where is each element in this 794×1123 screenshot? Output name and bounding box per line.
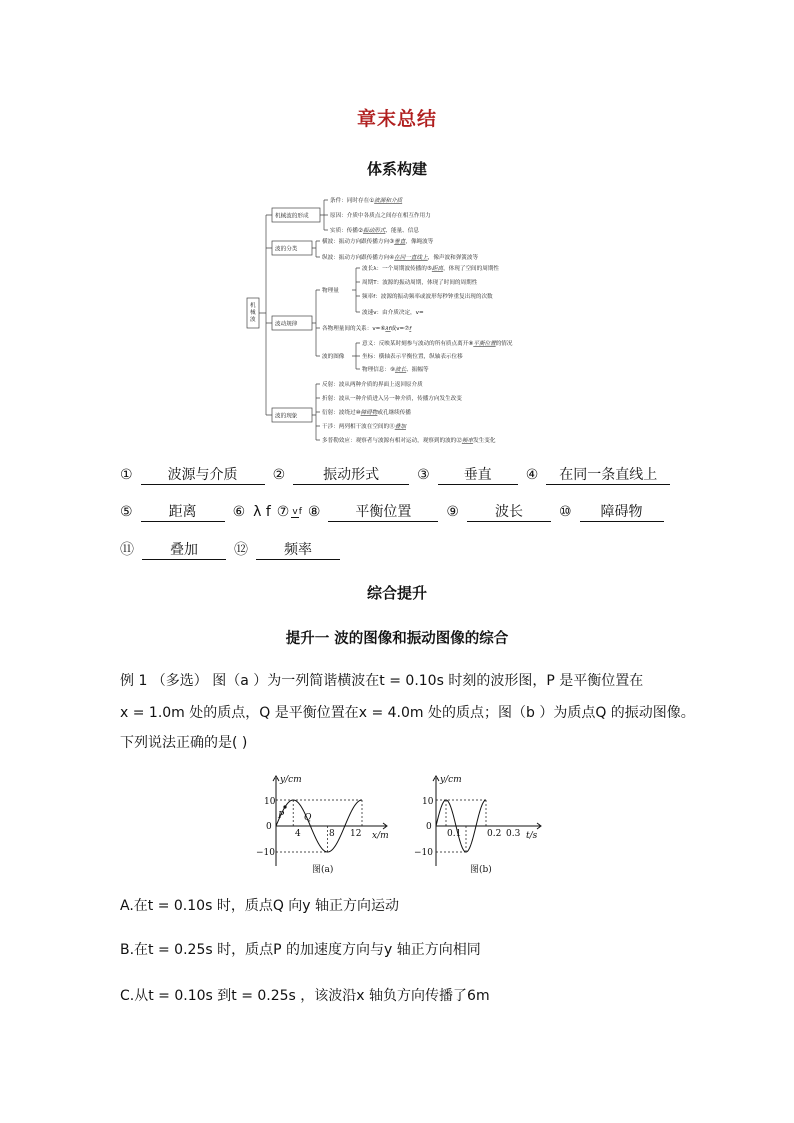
t-axis-label: t/s <box>526 831 538 841</box>
y-axis-label: y/cm <box>280 775 302 785</box>
answer-blank: 波长 <box>467 503 551 522</box>
example-line: x = 1.0m 处的质点，Q 是平衡位置在x = 4.0m 处的质点；图（b ）为质点Q 的振动图像。 <box>120 705 695 721</box>
answer-blank: 障碍物 <box>580 503 664 522</box>
t-tick-label: 0.1 <box>447 829 462 839</box>
subsection-heading: 提升一 波的图像和振动图像的综合 <box>285 631 509 647</box>
answer-number: ⑩ <box>558 504 572 520</box>
y-tick-label: 10 <box>422 797 434 807</box>
answer-number: ⑫ <box>234 542 248 558</box>
option-c: C.从t = 0.10s 到t = 0.25s ，该波沿x 轴负方向传播了6m <box>120 988 490 1004</box>
x-axis-label: x/m <box>372 831 389 841</box>
answer-value: λ f <box>253 504 271 520</box>
graph-caption: 图(b) <box>470 865 492 874</box>
answer-number: ① <box>120 467 133 483</box>
x-tick-label: 12 <box>350 829 362 839</box>
y-tick-label: 10 <box>264 797 276 807</box>
example-line: 下列说法正确的是( ) <box>120 735 248 751</box>
mm-item: 条件：同时存在①波源和介质 <box>330 198 403 204</box>
answer-number: ⑦ <box>276 504 290 520</box>
vibration-graph-b <box>414 770 546 874</box>
svg-text:械: 械 <box>250 310 256 316</box>
y-axis-label: y/cm <box>440 775 462 785</box>
mm-item: 干涉：两列相干波在空间的⑪叠加 <box>322 424 406 430</box>
y-tick-label: −10 <box>414 848 433 858</box>
answer-number: ④ <box>525 467 539 483</box>
mm-relation: 各物理量间的关系：v=⑥λf或v=⑦f <box>322 326 412 332</box>
y-tick-label: 0 <box>266 822 272 832</box>
page-title: 章末总结 <box>356 108 437 130</box>
answer-row-2 <box>120 503 664 522</box>
answer-blank: 距离 <box>141 503 225 522</box>
mm-item: 物理信息：⑨波长、振幅等 <box>362 367 429 373</box>
mm-item: 波长λ：一个周期波传播的⑤距离，体现了空间的周期性 <box>362 266 500 272</box>
example-line: 例 1 （多选） 图（a ）为一列简谐横波在t = 0.10s 时刻的波形图，P 是平衡位置在 <box>120 673 644 689</box>
answer-blank: 叠加 <box>142 541 226 560</box>
branch-label-1: 波的分类 <box>275 246 298 253</box>
answer-blank: 频率 <box>256 541 340 560</box>
mm-item: 频率f：波源的振动频率或波形每秒钟重复出现的次数 <box>362 294 493 300</box>
answer-blank: 垂直 <box>438 466 518 485</box>
answer-number: ⑨ <box>446 504 459 520</box>
point-q-label: Q <box>304 813 312 823</box>
mm-sub-label: 物理量 <box>322 288 339 294</box>
y-tick-label: 0 <box>426 822 432 832</box>
answer-blank: 平衡位置 <box>328 503 438 522</box>
option-b: B.在t = 0.25s 时，质点P 的加速度方向与y 轴正方向相同 <box>120 942 481 958</box>
option-a: A.在t = 0.10s 时，质点Q 向y 轴正方向运动 <box>120 898 400 914</box>
point-p <box>283 805 286 808</box>
branch-label-3: 波的现象 <box>275 413 298 420</box>
answer-fraction: vf <box>292 506 302 517</box>
concept-map <box>244 186 544 448</box>
answer-number: ⑪ <box>120 542 134 558</box>
x-tick-label: 4 <box>295 829 301 839</box>
y-tick-label: −10 <box>256 848 275 858</box>
answer-blank: 波源与介质 <box>141 466 265 485</box>
answer-blank: 振动形式 <box>293 466 409 485</box>
mm-sub-label: 波的图像 <box>322 354 345 360</box>
branch-label-0: 机械波的形成 <box>275 213 309 220</box>
answer-blank: 在同一条直线上 <box>546 466 670 485</box>
mm-item: 衍射：波绕过⑩障碍物或孔继续传播 <box>322 410 411 416</box>
answer-row-1 <box>120 466 670 485</box>
mm-item: 意义：反映某时刻参与波动的所有质点离开⑧平衡位置的情况 <box>362 341 513 347</box>
mm-item: 周期T：波源的振动周期，体现了时间的周期性 <box>362 280 478 286</box>
point-p-label: P <box>278 811 285 821</box>
branch-label-2: 波动规律 <box>275 321 298 328</box>
mm-item: 纵波：振动方向跟传播方向④在同一直线上，像声波和弹簧波等 <box>322 255 479 261</box>
svg-text:波: 波 <box>250 317 256 323</box>
mm-item: 实质：传播②振动形式、能量、信息 <box>330 228 419 234</box>
section-heading-structure: 体系构建 <box>366 160 427 178</box>
t-tick-label: 0.2 <box>487 829 502 839</box>
mm-item: 横波：振动方向跟传播方向③垂直，像绳波等 <box>322 239 434 245</box>
root-label-1: 机 <box>250 303 256 309</box>
graph-caption: 图(a) <box>312 865 334 874</box>
answer-number: ⑧ <box>307 504 321 520</box>
mm-item: 波速v：由介质决定，v= <box>362 310 424 316</box>
answer-number: ⑥ <box>232 504 246 520</box>
mm-item: 折射：波从一种介质进入另一种介质，传播方向发生改变 <box>322 396 462 402</box>
t-tick-label: 0.3 <box>506 829 521 839</box>
mm-item: 原因：介质中各质点之间存在相互作用力 <box>330 213 431 219</box>
x-tick-label: 8 <box>329 829 335 839</box>
mm-item: 反射：波从两种介质的界面上返回原介质 <box>322 382 423 388</box>
answer-row-3 <box>120 539 340 560</box>
mm-item: 坐标：横轴表示平衡位置，纵轴表示位移 <box>362 354 463 360</box>
mm-item: 多普勒效应：观察者与波源有相对运动，观察到的波的⑫频率发生变化 <box>322 438 496 444</box>
answer-number: ③ <box>417 467 430 483</box>
answer-number: ② <box>272 467 286 483</box>
wave-graph-a <box>254 770 394 874</box>
answer-number: ⑤ <box>120 504 133 520</box>
section-heading-comprehensive: 综合提升 <box>366 584 427 602</box>
